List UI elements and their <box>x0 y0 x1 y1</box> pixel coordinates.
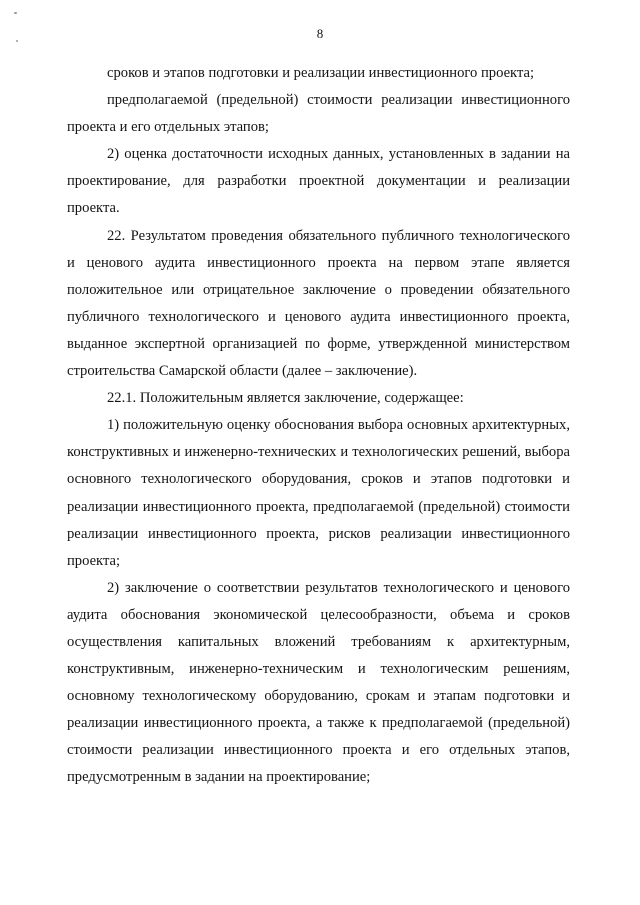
paragraph: 2) заключение о соответствии результатов технологического и ценового аудита обоснования экономической целесообразности, объема и сроков осуществления капитальных вложений требованиям к архитектурным, конструктивным, инженерно-техническим и технологическим решениям, основному технологическому оборудованию, срокам и этапам подготовки и реализации инвестиционного проекта, а также к предполагаемой (предельной) стоимости реализации инвестиционного проекта и его отдельных этапов, предусмотренным в задании на проектирование; <box>67 579 570 786</box>
page-number: 8 <box>316 26 324 41</box>
paragraph: 22. Результатом проведения обязательного публичного технологического и ценового аудита инвестиционного проекта на первом этапе является положительное или отрицательное заключение о проведении обязательного публичного технологического и ценового аудита инвестиционного проекта, выданное экспертной организацией по форме, утвержденной министерством строительства Самарской области (далее – заключение). <box>67 227 570 380</box>
paragraph: сроков и этапов подготовки и реализации инвестиционного проекта; <box>107 65 535 81</box>
scan-artifact-dot <box>16 40 18 42</box>
scan-artifact-dot <box>14 12 17 14</box>
paragraph: 2) оценка достаточности исходных данных, установленных в задании на проектирование, для разработки проектной документации и реализации проекта. <box>67 146 570 217</box>
paragraph: 22.1. Положительным является заключение, содержащее: <box>107 390 464 407</box>
paragraph: 1) положительную оценку обоснования выбора основных архитектурных, конструктивных и инженерно-технических и технологических решений, выбора основного технологического оборудования, сроков и этапов подготовки и реализации инвестиционного проекта, предполагаемой (предельной) стоимости реализации инвестиционного проекта, рисков реализации инвестиционного проекта; <box>67 417 570 569</box>
paragraph: предполагаемой (предельной) стоимости реализации инвестиционного проекта и его отдельных этапов; <box>67 92 570 136</box>
document-body <box>67 60 570 792</box>
